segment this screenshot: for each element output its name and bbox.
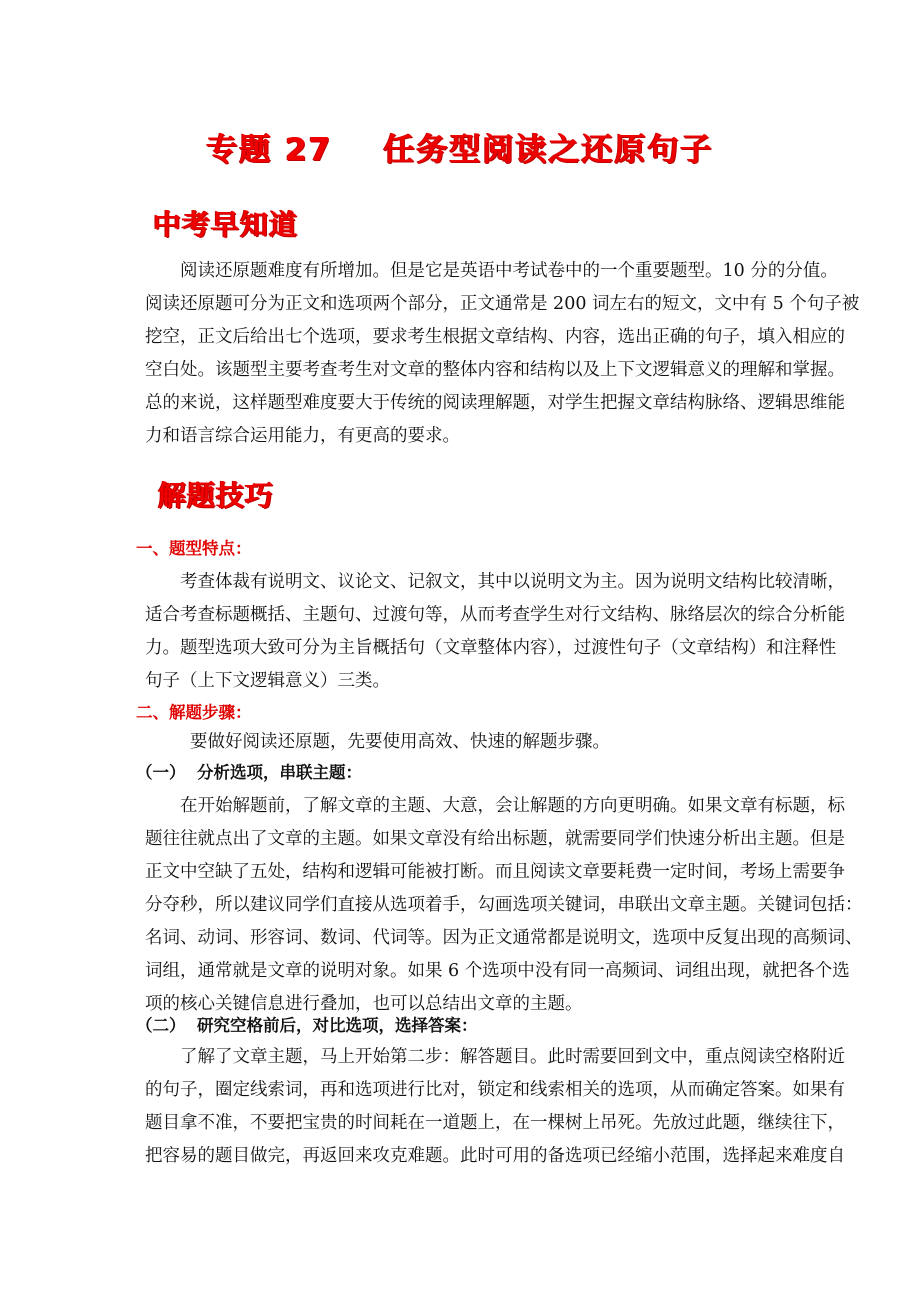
step1-paragraph bbox=[145, 790, 863, 1021]
paragraph-line: 的句子，圈定线索词，再和选项进行比对，锁定和线索相关的选项，从而确定答案。如果有 bbox=[145, 1080, 845, 1100]
paragraph-line: 正文中空缺了五处，结构和逻辑可能被打断。而且阅读文章要耗费一定时间，考场上需要争 bbox=[145, 862, 845, 882]
subheading-features: 一、题型特点： bbox=[136, 539, 252, 558]
section-heading-tips: 解题技巧 bbox=[158, 479, 275, 512]
paragraph-line: 要做好阅读还原题，先要使用高效、快速的解题步骤。 bbox=[190, 732, 610, 752]
paragraph-line: 空白处。该题型主要考查考生对文章的整体内容和结构以及上下文逻辑意义的理解和掌握。 bbox=[145, 360, 845, 380]
paragraph-line: 项的核心关键信息进行叠加，也可以总结出文章的主题。 bbox=[145, 994, 583, 1014]
paragraph-line: 阅读还原题难度有所增加。但是它是英语中考试卷中的一个重要题型。10 分的分值。 bbox=[180, 261, 838, 281]
document-title: 专题 27 任务型阅读之还原句子 bbox=[206, 132, 714, 168]
step2-paragraph bbox=[145, 1041, 845, 1173]
paragraph-line: 题目拿不准，不要把宝贵的时间耗在一道题上，在一棵树上吊死。先放过此题，继续往下， bbox=[145, 1113, 845, 1133]
paragraph-line: 力和语言综合运用能力，有更高的要求。 bbox=[145, 426, 460, 446]
paragraph-line: 总的来说，这样题型难度要大于传统的阅读理解题，对学生把握文章结构脉络、逻辑思维能 bbox=[145, 393, 845, 413]
paragraph-line: 适合考查标题概括、主题句、过渡句等，从而考查学生对行文结构、脉络层次的综合分析能 bbox=[145, 605, 845, 625]
features-paragraph bbox=[145, 566, 845, 698]
paragraph-line: 词组，通常就是文章的说明对象。如果 6 个选项中没有同一高频词、词组出现，就把各个选 bbox=[145, 961, 850, 981]
paragraph-line: 力。题型选项大致可分为主旨概括句（文章整体内容），过渡性句子（文章结构）和注释性 bbox=[145, 638, 837, 658]
paragraph-line: 挖空，正文后给出七个选项，要求考生根据文章结构、内容，选出正确的句子，填入相应的 bbox=[145, 327, 845, 347]
steps-intro bbox=[145, 726, 785, 759]
paragraph-line: 分夺秒，所以建议同学们直接从选项着手，勾画选项关键词，串联出文章主题。关键词包括： bbox=[145, 895, 863, 915]
paragraph-line: 阅读还原题可分为正文和选项两个部分，正文通常是 200 词左右的短文，文中有 5 个句子被 bbox=[145, 294, 860, 314]
intro-paragraph bbox=[145, 255, 860, 453]
paragraph-line: 了解了文章主题，马上开始第二步：解答题目。此时需要回到文中，重点阅读空格附近 bbox=[180, 1047, 845, 1067]
paragraph-line: 名词、动词、形容词、数词、代词等。因为正文通常都是说明文，选项中反复出现的高频词、 bbox=[145, 928, 863, 948]
paragraph-line: 把容易的题目做完，再返回来攻克难题。此时可用的备选项已经缩小范围，选择起来难度自 bbox=[145, 1146, 845, 1166]
subheading-steps: 二、解题步骤： bbox=[136, 703, 252, 722]
paragraph-line: 在开始解题前，了解文章的主题、大意，会让解题的方向更明确。如果文章有标题，标 bbox=[180, 796, 845, 816]
step1-heading: （一） 分析选项，串联主题： bbox=[136, 763, 362, 782]
paragraph-line: 考查体裁有说明文、议论文、记叙文，其中以说明文为主。因为说明文结构比较清晰， bbox=[180, 572, 845, 592]
paragraph-line: 题往往就点出了文章的主题。如果文章没有给出标题，就需要同学们快速分析出主题。但是 bbox=[145, 829, 845, 849]
step2-heading: （二） 研究空格前后，对比选项，选择答案： bbox=[136, 1016, 478, 1035]
section-heading-zhongkao: 中考早知道 bbox=[153, 208, 299, 241]
paragraph-line: 句子（上下文逻辑意义）三类。 bbox=[145, 671, 390, 691]
